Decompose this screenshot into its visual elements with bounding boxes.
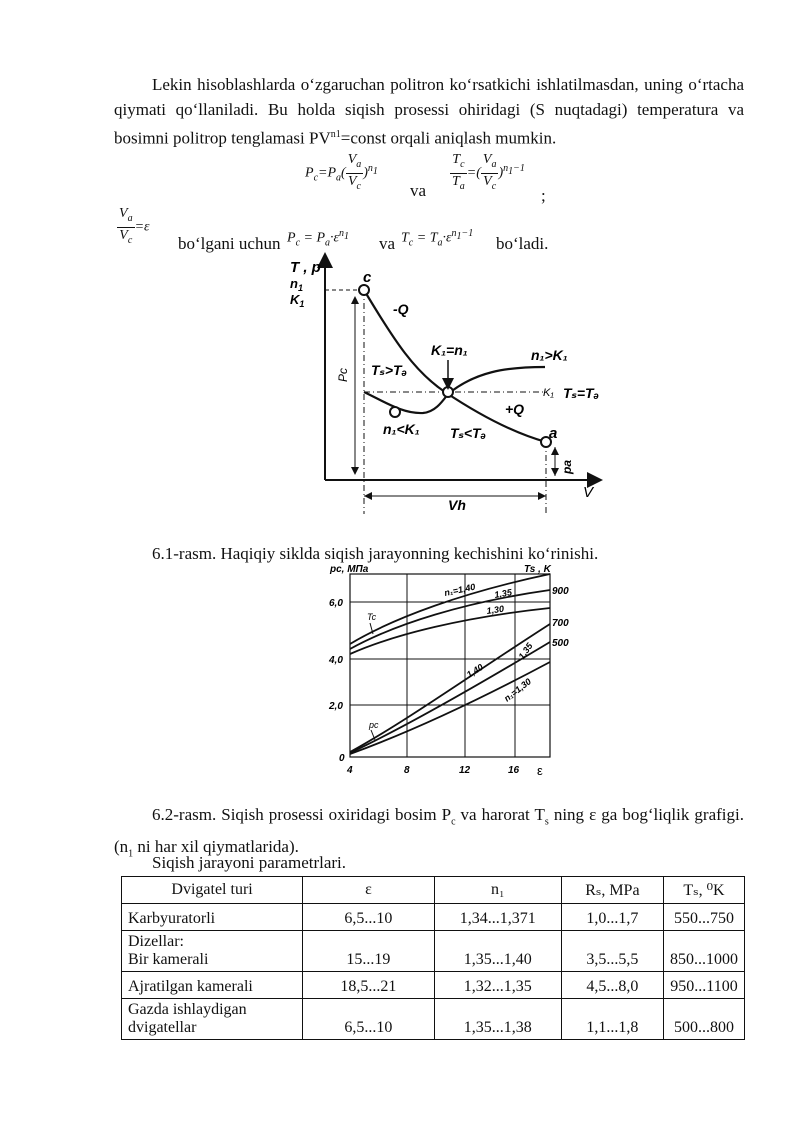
ts-label-140: n₁=1,40 <box>443 581 477 598</box>
header-ts: Tₛ, ⁰K <box>664 877 745 904</box>
x-tick-8: 8 <box>404 765 410 776</box>
pa-label: pa <box>560 459 574 474</box>
pressure-equation: $P_c=P_a$( $\frac{V_a}{V_c}$ )$^{n_1}$ <box>305 152 378 192</box>
ts-label-135: 1,35 <box>493 587 513 600</box>
k1-right-label: K₁ <box>543 387 554 399</box>
table-row <box>122 904 745 931</box>
left-tick-4: 4,0 <box>329 655 343 666</box>
pc-label: Pc <box>336 367 350 382</box>
va-text-2: va <box>379 234 396 253</box>
minus-q-label: -Q <box>393 301 409 317</box>
pc-label-130: n₁=1,30 <box>502 676 534 704</box>
n1-cell: 1,34...1,371 <box>434 904 561 931</box>
n1-cell: 1,35...1,40 <box>434 931 561 972</box>
plus-q-label: +Q <box>505 401 525 417</box>
n1-cell: 1,32...1,35 <box>434 972 561 999</box>
table-row <box>122 931 745 972</box>
table-row <box>122 999 745 1040</box>
header-n1: n₁ <box>434 877 561 904</box>
result-text: bo‘ladi. <box>496 234 549 253</box>
left-tick-2: 2,0 <box>329 701 343 712</box>
semicolon-text: ; <box>541 186 546 205</box>
ts-greater-td-label: Tₛ>Tₔ <box>371 362 408 378</box>
right-axis-title: Ts , K <box>524 564 551 575</box>
tc-curve-130 <box>350 608 550 654</box>
epsilon-cell: 6,5...10 <box>303 904 435 931</box>
n-greater-k-label: n₁>K₁ <box>531 347 568 363</box>
ts-cell: 500...800 <box>664 999 745 1040</box>
y-axis-label: T , p <box>290 259 321 276</box>
k-equals-n-label: K₁=n₁ <box>431 342 468 358</box>
va-text-1: va <box>410 181 427 200</box>
rs-cell: 1,0...1,7 <box>561 904 663 931</box>
compression-parameters-table <box>121 876 745 1040</box>
tc-curve-135 <box>350 590 550 649</box>
engine-type-cell: Ajratilgan kamerali <box>122 972 303 999</box>
point-a-label: a <box>549 425 558 442</box>
pressure-result-equation: $P_c = P_a\cdot\varepsilon^{n_1}$ <box>287 228 350 249</box>
x-axis-label: ε <box>537 763 543 778</box>
x-tick-12: 12 <box>459 765 471 776</box>
rs-cell: 4,5...8,0 <box>561 972 663 999</box>
table-header-row <box>122 877 745 904</box>
epsilon-cell: 15...19 <box>303 931 435 972</box>
intersection-marker <box>443 387 453 397</box>
figure2-caption: 6.2-rasm. Siqish prosessi oxiridagi bosim $P_c$ va harorat $T_s$ ning ε ga bog‘liqlik grafigi. ($n_1$ ni har xil qiymatlarida). <box>114 805 744 860</box>
min-point-marker <box>390 407 400 417</box>
upper-right-curve <box>448 367 545 394</box>
epsilon-equation: $\frac{V_a}{V_c}$ =ε <box>119 206 150 246</box>
pc-curve-130 <box>350 662 550 754</box>
right-tick-500: 500 <box>552 638 569 649</box>
right-tick-700: 700 <box>552 618 569 629</box>
ts-cell: 550...750 <box>664 904 745 931</box>
point-c-marker <box>359 285 369 295</box>
ts-cell: 850...1000 <box>664 931 745 972</box>
left-tick-0: 0 <box>339 753 345 764</box>
temperature-equation: $\frac{T_c}{T_a}$ =( $\frac{V_a}{V_c}$ )$^{n_1-1}$ <box>452 152 525 192</box>
y-axis-k-label: $K_1$ <box>290 292 305 309</box>
n1-cell: 1,35...1,38 <box>434 999 561 1040</box>
x-tick-4: 4 <box>347 765 353 776</box>
table-title: Siqish jarayoni parametrlari. <box>152 853 347 872</box>
because-text: bo‘lgani uchun <box>178 234 281 253</box>
compression-process-diagram <box>285 252 625 517</box>
point-c-label: c <box>363 269 372 286</box>
table-row <box>122 972 745 999</box>
ts-less-td-label: Tₛ<Tₔ <box>450 425 487 441</box>
pc-label-140: 1,40 <box>464 661 485 680</box>
temperature-result-equation: $T_c = T_a\cdot\varepsilon^{n_1-1}$ <box>401 228 474 249</box>
pressure-temperature-chart <box>325 562 575 780</box>
ts-cell: 950...1100 <box>664 972 745 999</box>
right-tick-900: 900 <box>552 586 569 597</box>
v-axis-label: V <box>583 484 594 501</box>
epsilon-cell: 6,5...10 <box>303 999 435 1040</box>
header-epsilon: ε <box>303 877 435 904</box>
intro-paragraph: Lekin hisoblashlarda o‘zgaruchan politron ko‘rsatkichi ishlatilmasdan, uning o‘rtacha qiymati qo‘llaniladi. Bu holda siqish prosessi ohiridagi (S nuqtadagi) temperatura va bosimni politrop tenglamasi $PV^{n1}=const$ orqali aniqlash mumkin. <box>114 75 744 148</box>
lower-left-curve <box>364 392 448 413</box>
left-axis-title: pc, МПа <box>330 564 369 575</box>
rs-cell: 3,5...5,5 <box>561 931 663 972</box>
header-engine-type: Dvigatel turi <box>122 877 303 904</box>
tc-curve-label: Tc <box>367 612 377 622</box>
n-less-k-label: n₁<K₁ <box>383 421 420 437</box>
left-tick-6: 6,0 <box>329 598 343 609</box>
figure1-caption: 6.1-rasm. Haqiqiy siklda siqish jarayonning kechishini ko‘rinishi. <box>152 544 599 563</box>
pc-curve-label: pc <box>369 720 379 730</box>
ts-equals-td-label: Tₛ=Tₔ <box>563 385 600 401</box>
engine-type-cell: Karbyuratorli <box>122 904 303 931</box>
vh-label: Vh <box>448 497 466 513</box>
header-rs: Rₛ, MPa <box>561 877 663 904</box>
engine-type-cell: Dizellar: Bir kamerali <box>122 931 303 972</box>
ts-label-130: 1,30 <box>485 603 505 616</box>
engine-type-cell: Gazda ishlaydigan dvigatellar <box>122 999 303 1040</box>
y-axis-n-label: $n_1$ <box>290 276 303 293</box>
epsilon-cell: 18,5...21 <box>303 972 435 999</box>
pc-label-135: 1,35 <box>516 641 535 662</box>
rs-cell: 1,1...1,8 <box>561 999 663 1040</box>
x-tick-16: 16 <box>508 765 520 776</box>
